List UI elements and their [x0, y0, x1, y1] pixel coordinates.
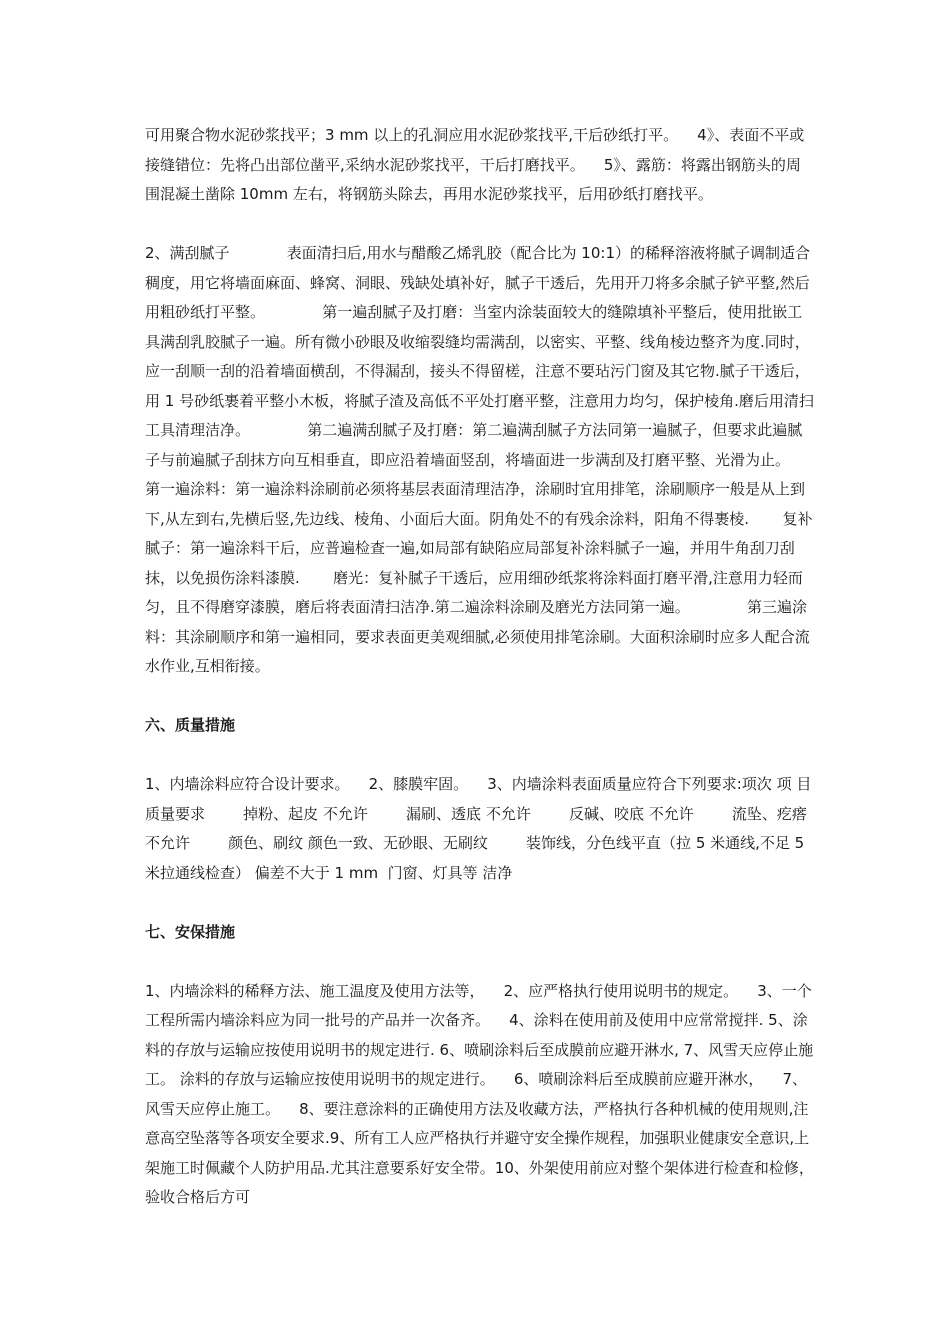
- paragraph-gap: [145, 888, 815, 918]
- paragraph-gap: [145, 682, 815, 712]
- paragraph-putty: 2、满刮腻子 表面清扫后,用水与醋酸乙烯乳胶（配合比为 10:1）的稀释溶液将腻子调制适合稠度，用它将墙面麻面、蜂窝、洞眼、残缺处填补好，腻子干透后，先用开刀将多余腻子铲平整,然后用粗砂纸打平整。 第一遍刮腻子及打磨：当室内涂装面较大的缝隙填补平整后，使用批嵌工具满刮乳胶腻子一遍。所有微小砂眼及收缩裂缝均需满刮，以密实、平整、线角棱边整齐为度.同时，应一刮顺一刮的沿着墙面横刮，不得漏刮，接头不得留槎，注意不要玷污门窗及其它物.腻子干透后，用 1 号砂纸裹着平整小木板，将腻子渣及高低不平处打磨平整，注意用力均匀，保护棱角.磨后用清扫工具清理洁净。 第二遍满刮腻子及打磨：第二遍满刮腻子方法同第一遍腻子，但要求此遍腻子与前遍腻子刮抹方向互相垂直，即应沿着墙面竖刮，将墙面进一步满刮及打磨平整、光滑为止。: [145, 244, 814, 469]
- paragraph-surface-repair: 可用聚合物水泥砂浆找平；3 mm 以上的孔洞应用水泥砂浆找平,干后砂纸打平。 4》、表面不平或接缝错位：先将凸出部位凿平,采纳水泥砂浆找平，干后打磨找平。 5》、露筋：将露出钢筋头的周围混凝土凿除 10mm 左右，将钢筋头除去，再用水泥砂浆找平，后用砂纸打磨找平。: [145, 126, 805, 203]
- paragraph-quality: 1、内墙涂料应符合设计要求。 2、膝膜牢固。 3、内墙涂料表面质量应符合下列要求:项次 项 目 质量要求 掉粉、起皮 不允许 漏刷、透底 不允许 反碱、咬底 不允许 流坠、疙瘩 不允许 颜色、刷纹 颜色一致、无砂眼、无刷纹 装饰线，分色线平直（拉 5 米通线,不足 5 米拉通线检查） 偏差不大于 1 mm 门窗、灯具等 洁净: [145, 775, 817, 882]
- section-heading-safety: 七、安保措施: [145, 922, 236, 941]
- section-heading-quality: 六、质量措施: [145, 716, 236, 734]
- document-body: [145, 121, 815, 1213]
- paragraph-safety: 1、内墙涂料的稀释方法、施工温度及使用方法等， 2、应严格执行使用说明书的规定。 3、一个工程所需内墙涂料应为同一批号的产品并一次备齐。 4、涂料在使用前及使用中应常常搅拌. 5、涂料的存放与运输应按使用说明书的规定进行. 6、喷刷涂料后至成膜前应避开淋水, 7、风雪天应停止施工。 涂料的存放与运输应按使用说明书的规定进行。 6、喷刷涂料后至成膜前应避开淋水， 7、风雪天应停止施工。 8、要注意涂料的正确使用方法及收藏方法，严格执行各种机械的使用规则,注意高空坠落等各项安全要求.9、所有工人应严格执行并避守安全操作规程，加强职业健康安全意识,上架施工时佩藏个人防护用品.尤其注意要系好安全带。10、外架使用前应对整个架体进行检查和检修，验收合格后方可: [145, 981, 814, 1206]
- paragraph-gap: [145, 210, 815, 240]
- paragraph-gap: [145, 741, 815, 771]
- paragraph-coating: 第一遍涂料：第一遍涂料涂刷前必须将基层表面清理洁净，涂刷时宜用排笔，涂刷顺序一般是从上到下,从左到右,先横后竖,先边线、棱角、小面后大面。阴角处不的有残余涂料，阳角不得裹棱. 复补腻子：第一遍涂料干后，应普遍检查一遍,如局部有缺陷应局部复补涂料腻子一遍，并用牛角刮刀刮抹，以免损伤涂料漆膜. 磨光：复补腻子干透后，应用细砂纸浆将涂料面打磨平滑,注意用力轻而匀，且不得磨穿漆膜，磨后将表面清扫洁净.第二遍涂料涂刷及磨光方法同第一遍。 第三遍涂料：其涂刷顺序和第一遍相同，要求表面更美观细腻,必须使用排笔涂刷。大面积涂刷时应多人配合流水作业,互相衔接。: [145, 480, 813, 675]
- paragraph-gap: [145, 947, 815, 977]
